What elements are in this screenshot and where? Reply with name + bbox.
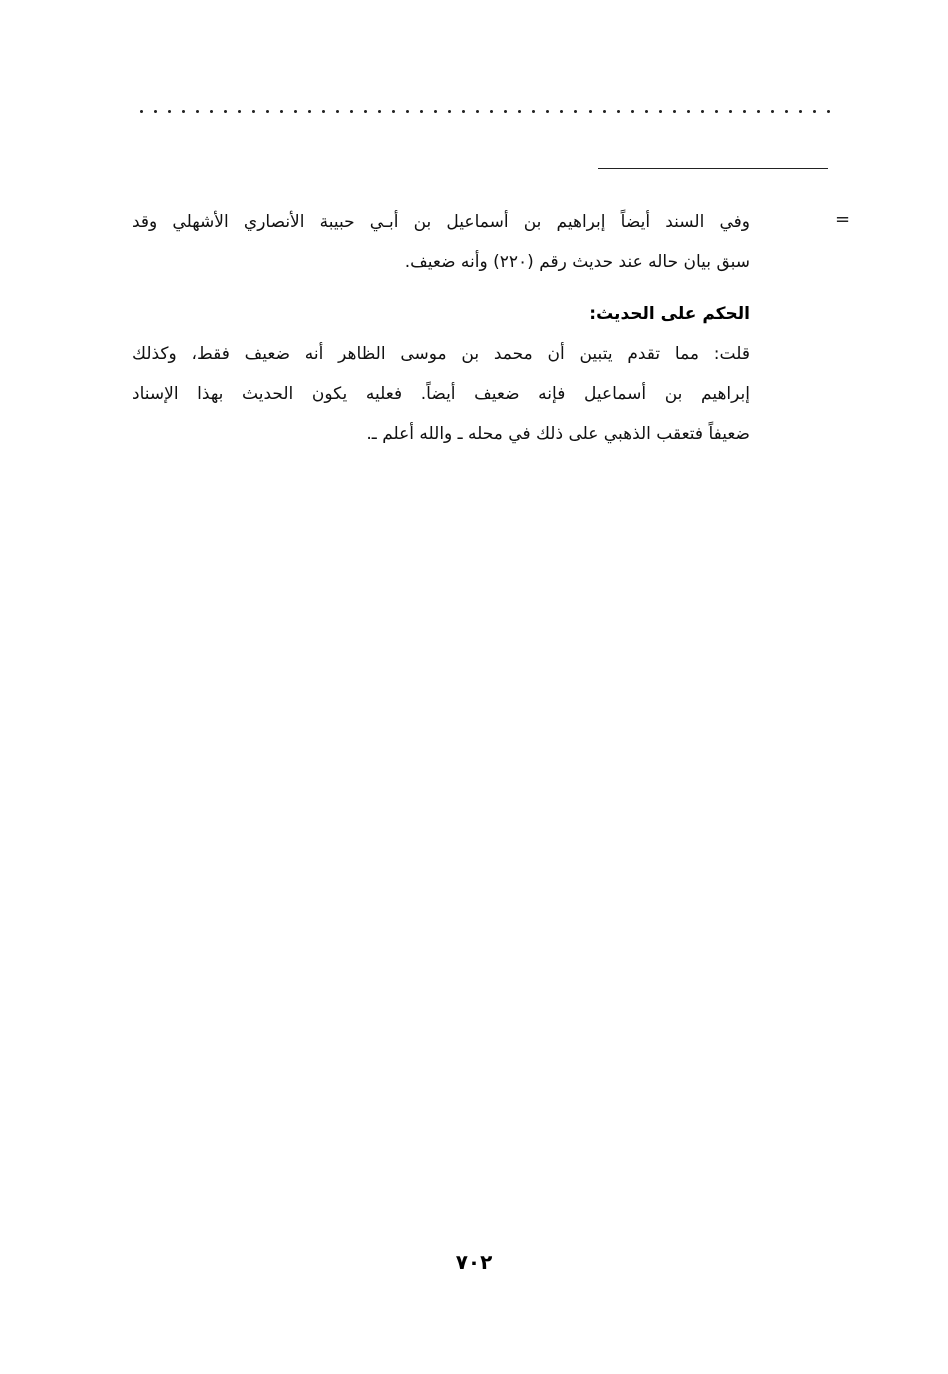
page-number: ٧٠٢ <box>455 1250 493 1274</box>
continuation-mark: = <box>835 209 851 230</box>
section-heading: الحكم على الحديث: <box>589 304 750 324</box>
ruling-line: إبراهيم بن أسماعيل فإنه ضعيف أيضاً. فعليه يكون الحديث بهذا الإسناد <box>132 384 750 404</box>
ruling-line: ضعيفاً فتعقب الذهبي على ذلك في محله ـ والله أعلم ـ. <box>366 424 750 444</box>
narration-paragraph <box>132 202 750 282</box>
dotted-separator <box>140 106 830 116</box>
narration-line: وفي السند أيضاً إبراهيم بن أسماعيل بن أبـي حبيبة الأنصاري الأشهلي وقد <box>132 212 750 232</box>
footnote-divider <box>598 168 828 169</box>
narration-line: سبق بيان حاله عند حديث رقم (٢٢٠) وأنه ضعيف. <box>404 252 750 272</box>
ruling-line: قلت: مما تقدم يتبين أن محمد بن موسى الظاهر أنه ضعيف فقط، وكذلك <box>132 344 750 364</box>
ruling-paragraph <box>132 334 750 454</box>
